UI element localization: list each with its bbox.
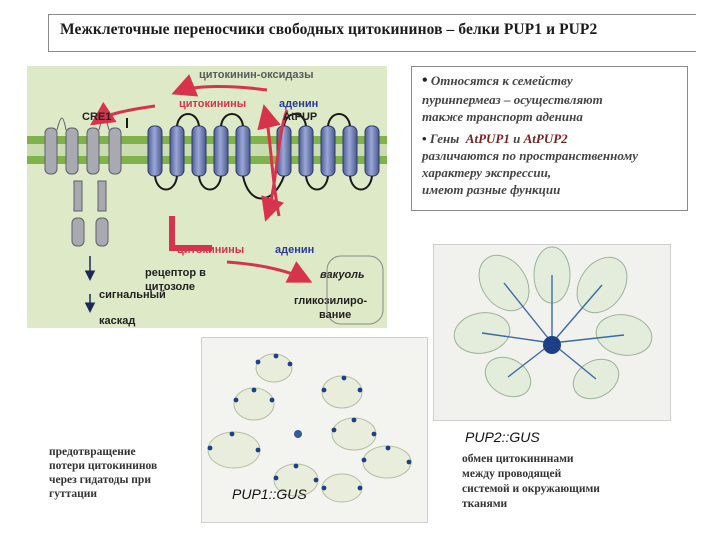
bullet-1: • Относятся к семейству: [422, 72, 573, 89]
pup2-caption: PUP2::GUS: [465, 429, 540, 445]
cre1-label: CRE1: [82, 111, 112, 123]
adenine-bottom-label: аденин: [275, 244, 315, 256]
glycosylation-label-2: вание: [319, 309, 352, 321]
pup2-gus-photo: [433, 244, 671, 421]
receptor-label-2: цитозоле: [145, 281, 195, 293]
vacuole-label: вакуоль: [320, 269, 365, 281]
glycosylation-label-1: гликозилиро-: [294, 295, 368, 307]
left-note-3: через гидатоды при: [49, 474, 151, 486]
bullet-2: • Гены AtPUP1 и AtPUP2: [422, 131, 568, 146]
right-note-2: между проводящей: [462, 468, 562, 480]
left-note-4: гуттации: [49, 488, 98, 500]
pup1-caption: PUP1::GUS: [232, 486, 307, 502]
bullets-box: [411, 66, 688, 211]
bullet-2-line2: различаются по пространственному: [422, 148, 639, 163]
gene-atpup2: AtPUP2: [523, 131, 568, 146]
slide-title: Межклеточные переносчики свободных цитокининов – белки PUP1 и PUP2: [60, 21, 598, 38]
left-note-1: предотвращение: [49, 446, 136, 458]
cytokinins-bottom-label: цитокинины: [177, 244, 245, 256]
signal-label-2: каскад: [99, 315, 136, 327]
oxidase-label: цитокинин-оксидазы: [199, 69, 314, 81]
cytokinins-top-label: цитокинины: [179, 98, 247, 110]
atpup-label: AtPUP: [283, 111, 318, 123]
right-note-1: обмен цитокининами: [462, 453, 574, 465]
diagram-svg: [27, 66, 387, 328]
right-note-3: системой и окружающими: [462, 483, 600, 495]
gene-atpup1: AtPUP1: [465, 131, 510, 146]
transport-diagram: [27, 66, 387, 328]
bullet-2-line4: имеют разные функции: [422, 182, 561, 197]
adenine-top-label: аденин: [279, 98, 319, 110]
bullet-1-line3: также транспорт аденина: [422, 109, 583, 124]
right-note-4: тканями: [462, 498, 508, 510]
gus-stain-center: [543, 336, 561, 354]
left-note-2: потери цитокининов: [49, 460, 158, 472]
bullet-2-line3: характеру экспрессии,: [422, 165, 552, 180]
bullet-1-line2: пуринпермеаз – осуществляют: [422, 92, 603, 107]
signal-label-1: сигнальный: [99, 289, 166, 301]
receptor-label-1: рецептор в: [145, 267, 206, 279]
